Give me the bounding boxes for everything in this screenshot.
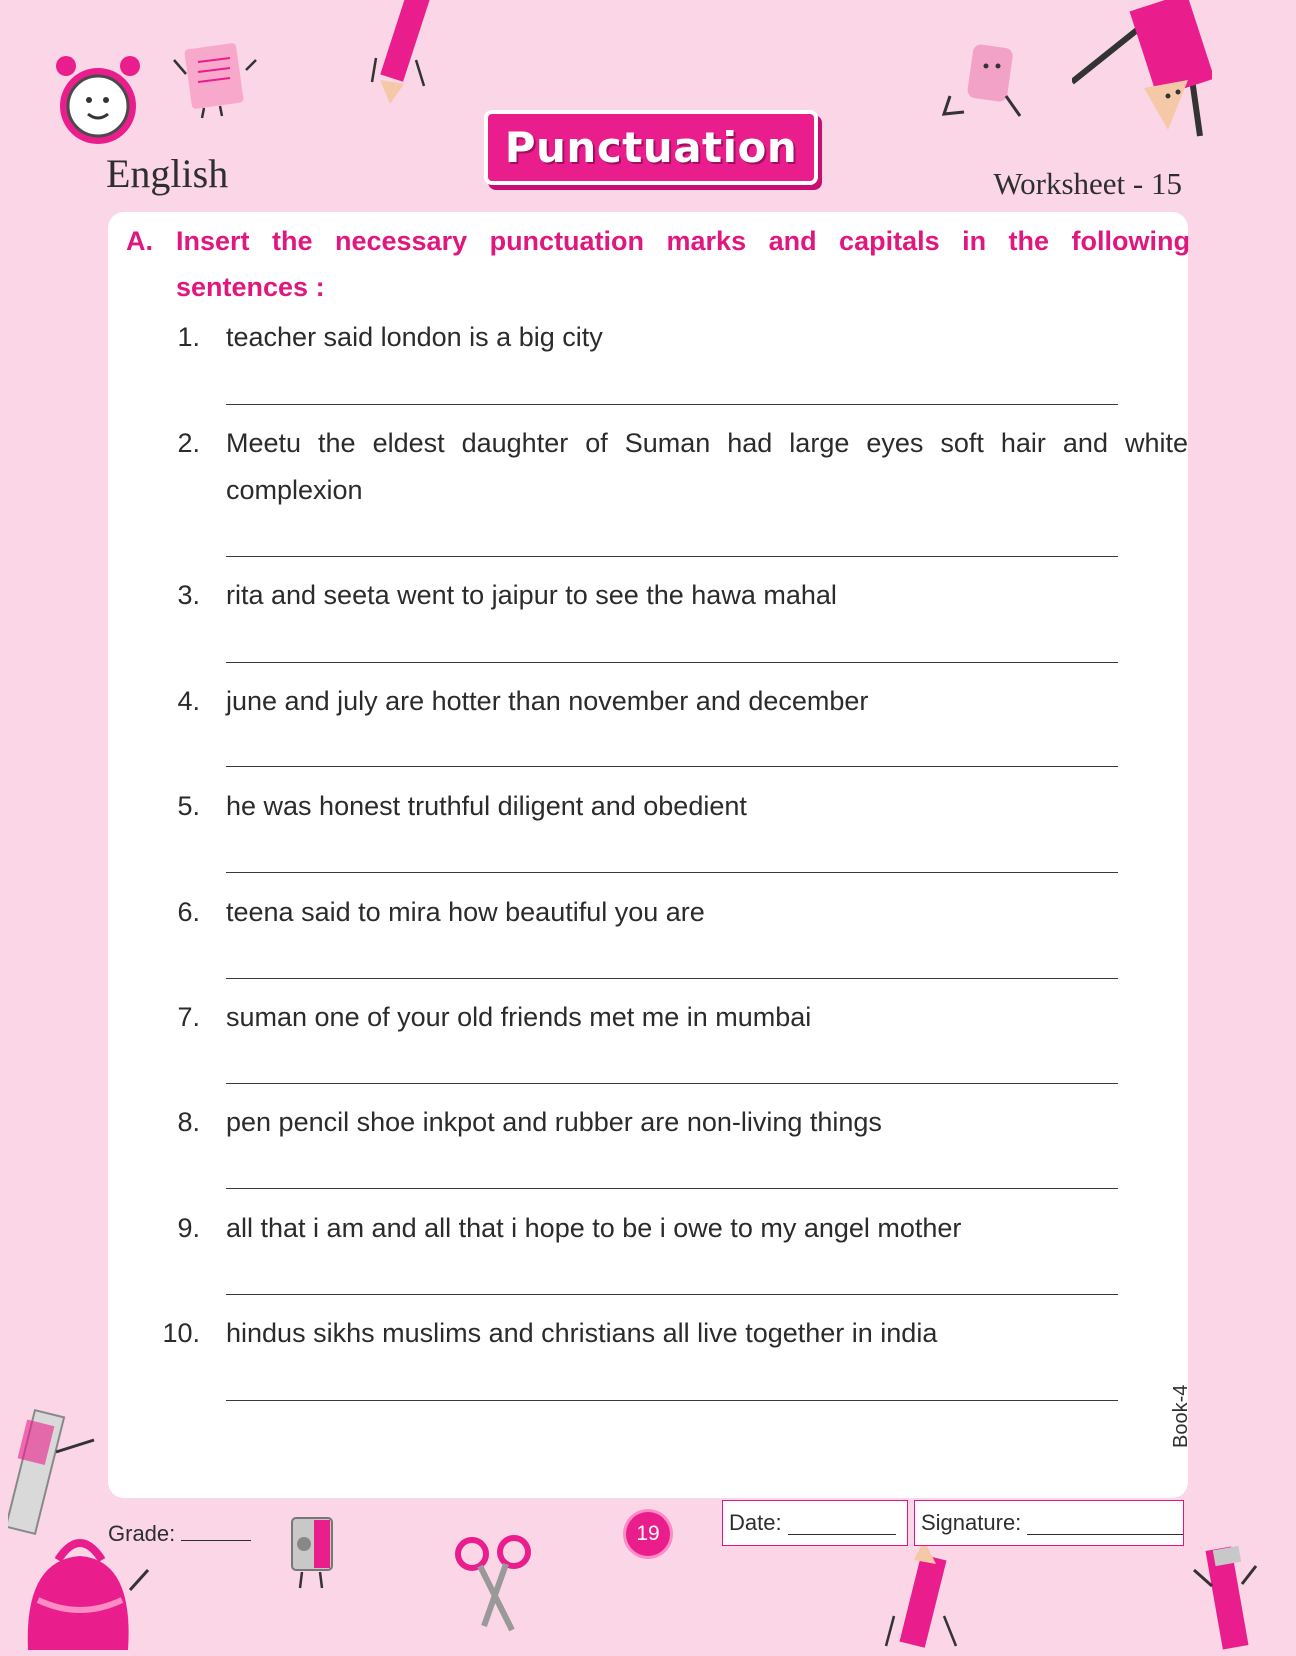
- answer-line[interactable]: [226, 556, 1118, 557]
- item-text: suman one of your old friends met me in mumbai: [226, 1002, 812, 1032]
- grade-field: [108, 1518, 251, 1547]
- bag-icon: [18, 1530, 150, 1656]
- answer-line[interactable]: [226, 662, 1118, 663]
- item-text: Meetu the eldest daughter of Suman had large eyes soft hair and white: [226, 428, 1188, 458]
- pencil-character-icon: [1072, 0, 1212, 140]
- answer-line[interactable]: [226, 1083, 1118, 1084]
- instruction-line2: sentences :: [176, 272, 325, 302]
- date-label: Date:: [729, 1510, 782, 1535]
- pencil-icon: [370, 0, 440, 110]
- answer-line[interactable]: [226, 1188, 1118, 1189]
- item-number: 1.: [177, 322, 200, 352]
- date-blank[interactable]: [788, 1512, 896, 1535]
- item-number: 5.: [177, 791, 200, 821]
- item-text: teacher said london is a big city: [226, 322, 603, 352]
- item-text: hindus sikhs muslims and christians all live together in india: [226, 1318, 938, 1348]
- worksheet-number: Worksheet - 15: [993, 166, 1182, 201]
- answer-line[interactable]: [226, 1294, 1118, 1295]
- date-field: [722, 1500, 908, 1546]
- alarm-clock-icon: [52, 44, 148, 154]
- item-number: 3.: [177, 580, 200, 610]
- ruler-icon: [8, 1408, 98, 1538]
- notepad-icon: [168, 40, 258, 120]
- answer-line[interactable]: [226, 766, 1118, 767]
- item-number: 4.: [177, 686, 200, 716]
- answer-line[interactable]: [226, 1400, 1118, 1401]
- item-number: 6.: [177, 897, 200, 927]
- signature-label: Signature:: [921, 1510, 1022, 1535]
- pen-character-icon: [1190, 1540, 1264, 1656]
- answer-line[interactable]: [226, 404, 1118, 405]
- subject-label: English: [106, 151, 229, 196]
- section-letter: A.: [126, 226, 153, 256]
- instruction-line1: Insert the necessary punctuation marks and capitals in the following: [176, 226, 1190, 256]
- answer-line[interactable]: [226, 872, 1118, 873]
- item-number: 2.: [177, 428, 200, 458]
- item-text: all that i am and all that i hope to be i owe to my angel mother: [226, 1213, 962, 1243]
- item-number: 7.: [177, 1002, 200, 1032]
- item-text: he was honest truthful diligent and obedient: [226, 791, 747, 821]
- signature-field: [914, 1500, 1184, 1546]
- page-title: Punctuation: [504, 123, 798, 172]
- scissors-icon: [454, 1534, 534, 1634]
- answer-line[interactable]: [226, 978, 1118, 979]
- page-number-badge: 19: [626, 1512, 670, 1556]
- item-text: pen pencil shoe inkpot and rubber are non-living things: [226, 1107, 882, 1137]
- item-number: 10.: [162, 1318, 200, 1348]
- item-number: 9.: [177, 1213, 200, 1243]
- pencil-bottom-icon: [884, 1546, 964, 1656]
- item-number: 8.: [177, 1107, 200, 1137]
- title-banner: [484, 110, 818, 185]
- signature-blank[interactable]: [1027, 1512, 1183, 1535]
- book-label: Book-4: [1170, 1384, 1192, 1448]
- sharpener-icon: [282, 1514, 342, 1592]
- item-text: june and july are hotter than november and december: [226, 686, 869, 716]
- grade-label: Grade:: [108, 1521, 176, 1546]
- item-text-continued: complexion: [226, 475, 363, 505]
- grade-blank[interactable]: [181, 1518, 251, 1541]
- eraser-icon: [942, 44, 1022, 118]
- item-text: rita and seeta went to jaipur to see the hawa mahal: [226, 580, 837, 610]
- item-text: teena said to mira how beautiful you are: [226, 897, 705, 927]
